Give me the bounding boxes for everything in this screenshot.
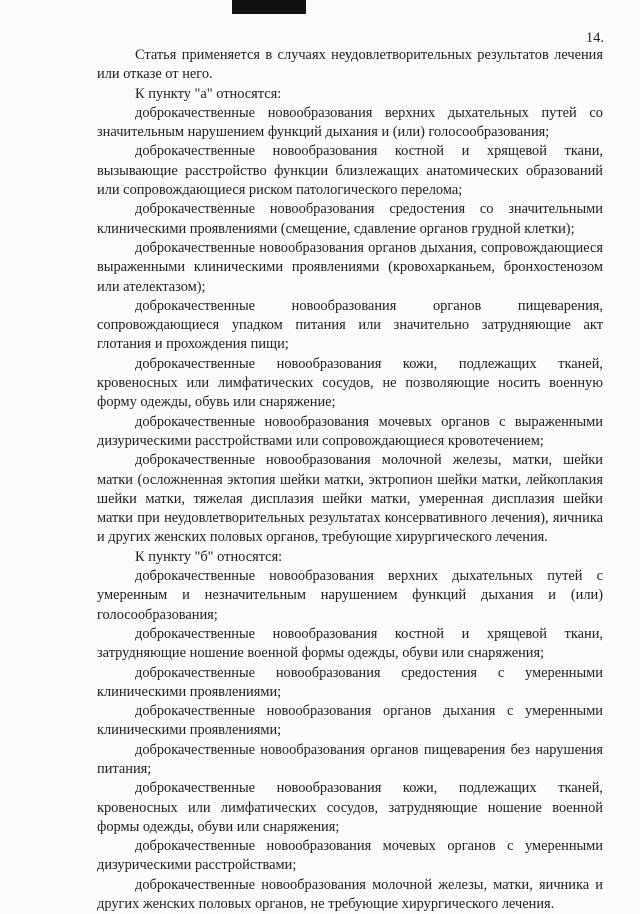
document-body xyxy=(97,46,603,914)
paragraph-b-skin-vessels: доброкачественные новообразования кожи, подлежащих тканей, кровеносных или лимфатических сосудов, затрудняющие ношение военной формы одежды, обуви или снаряжения; xyxy=(97,780,603,835)
paragraph-heading-b: К пункту "б" относятся: xyxy=(135,548,283,565)
paragraph-b-bone-cartilage: доброкачественные новообразования костной и хрящевой ткани, затрудняющие ношение военной формы одежды, обуви или снаряжения; xyxy=(97,625,603,662)
paragraph-a-bone-cartilage: доброкачественные новообразования костной и хрящевой ткани, вызывающие расстройство функции близлежащих анатомических образований или сопровождающиеся риском патологического перелома; xyxy=(97,143,603,199)
paragraph-heading-a: К пункту "а" относятся: xyxy=(135,85,282,102)
paragraph-a-mediastinum: доброкачественные новообразования средостения со значительными клиническими проявлениями (смещение, сдавление органов грудной клетки); xyxy=(97,201,603,237)
paragraph-a-skin-vessels: доброкачественные новообразования кожи, подлежащих тканей, кровеносных или лимфатических сосудов, не позволяющие носить военную форму одежды, обувь или снаряжение; xyxy=(97,355,603,411)
page-number: 14. xyxy=(585,30,604,46)
paragraph-a-upper-airways: доброкачественные новообразования верхних дыхательных путей со значительным нарушением функций дыхания и (или) голосообразования; xyxy=(97,104,603,141)
paragraph-b-respiratory: доброкачественные новообразования органов дыхания с умеренными клиническими проявлениями; xyxy=(97,703,603,739)
paragraph-a-female-organs: доброкачественные новообразования молочной железы, матки, шейки матки (осложненная эктопия шейки матки, эктропион шейки матки, лейкоплакия шейки матки, тяжелая дисплазия шейки матки, умеренная дисплазия шейки матки при неудовлетворительных результатах консервативного лечения), яичника и других женских половых органов, требующие хирургического лечения. xyxy=(97,452,603,546)
paragraph-b-mediastinum: доброкачественные новообразования средостения с умеренными клиническими проявлениями; xyxy=(97,664,603,700)
paragraph-a-digestive: доброкачественные новообразования органов пищеварения, сопровождающиеся упадком питания или значительно затрудняющие акт глотания и прохождения пищи; xyxy=(97,297,603,353)
paragraph-a-respiratory: доброкачественные новообразования органов дыхания, сопровождающиеся выраженными клиническими проявлениями (кровохарканьем, бронхостенозом или ателектазом); xyxy=(97,239,603,295)
paragraph-b-digestive: доброкачественные новообразования органов пищеварения без нарушения питания; xyxy=(97,741,603,777)
paragraph-applicability: Статья применяется в случаях неудовлетворительных результатов лечения или отказе от него. xyxy=(97,47,603,83)
scan-artifact xyxy=(232,0,306,14)
paragraph-a-urinary: доброкачественные новообразования мочевых органов с выраженными дизурическими расстройствами или сопровождающиеся кровотечением; xyxy=(97,413,603,449)
paragraph-b-female-organs: доброкачественные новообразования молочной железы, матки, яичника и других женских половых органов, не требующие хирургического лечения. xyxy=(97,876,603,913)
paragraph-b-urinary: доброкачественные новообразования мочевых органов с умеренными дизурическими расстройствами; xyxy=(97,838,603,874)
paragraph-b-upper-airways: доброкачественные новообразования верхних дыхательных путей с умеренным и незначительным нарушением функций дыхания и (или) голосообразования; xyxy=(97,568,603,623)
